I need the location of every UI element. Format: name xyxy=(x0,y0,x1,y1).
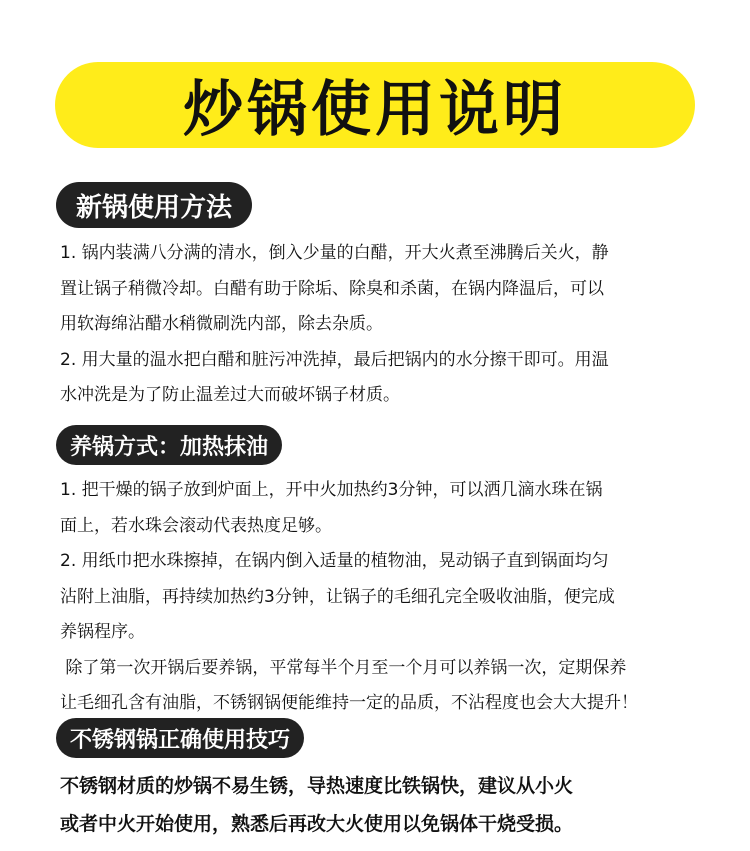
title-banner xyxy=(55,62,695,148)
text-line: 沾附上油脂，再持续加热约3分钟，让锅子的毛细孔完全吸收油脂，便完成 xyxy=(60,586,615,607)
section-body-seasoning xyxy=(60,473,700,722)
text-line: 让毛细孔含有油脂，不锈钢锅便能维持一定的品质，不沾程度也会大大提升！ xyxy=(60,693,638,713)
text-line: 2. 用大量的温水把白醋和脏污冲洗掉，最后把锅内的水分擦干即可。用温 xyxy=(60,349,609,370)
text-line: 1. 把干燥的锅子放到炉面上，开中火加热约3分钟，可以洒几滴水珠在锅 xyxy=(60,480,603,500)
section-heading-label: 养锅方式：加热抹油 xyxy=(70,434,269,460)
page-title: 炒锅使用说明 xyxy=(183,75,567,145)
text-line: 置让锅子稍微冷却。白醋有助于除垢、除臭和杀菌，在锅内降温后，可以 xyxy=(60,278,604,299)
section-heading-stainless-tips xyxy=(56,718,304,758)
text-line: 1. 锅内装满八分满的清水，倒入少量的白醋，开大火煮至沸腾后关火，静 xyxy=(60,243,609,263)
text-line: 用软海绵沾醋水稍微刷洗内部，除去杂质。 xyxy=(60,314,383,334)
text-line: 除了第一次开锅后要养锅，平常每半个月至一个月可以养锅一次，定期保养 xyxy=(60,657,627,678)
section-heading-new-pan xyxy=(56,182,252,228)
text-line: 养锅程序。 xyxy=(60,622,145,642)
section-body-new-pan xyxy=(60,236,700,414)
text-line: 或者中火开始使用，熟悉后再改大火使用以免锅体干烧受损。 xyxy=(60,813,574,835)
section-heading-label: 不锈钢锅正确使用技巧 xyxy=(70,727,291,753)
section-heading-label: 新锅使用方法 xyxy=(76,192,233,223)
text-line: 2. 用纸巾把水珠擦掉，在锅内倒入适量的植物油，晃动锅子直到锅面均匀 xyxy=(60,551,609,571)
text-line: 水冲洗是为了防止温差过大而破坏锅子材质。 xyxy=(60,385,400,405)
text-line: 不锈钢材质的炒锅不易生锈，导热速度比铁锅快，建议从小火 xyxy=(60,775,574,797)
section-heading-seasoning xyxy=(56,425,282,465)
text-line: 面上，若水珠会滚动代表热度足够。 xyxy=(60,515,332,536)
section-body-stainless-tips xyxy=(60,767,700,843)
